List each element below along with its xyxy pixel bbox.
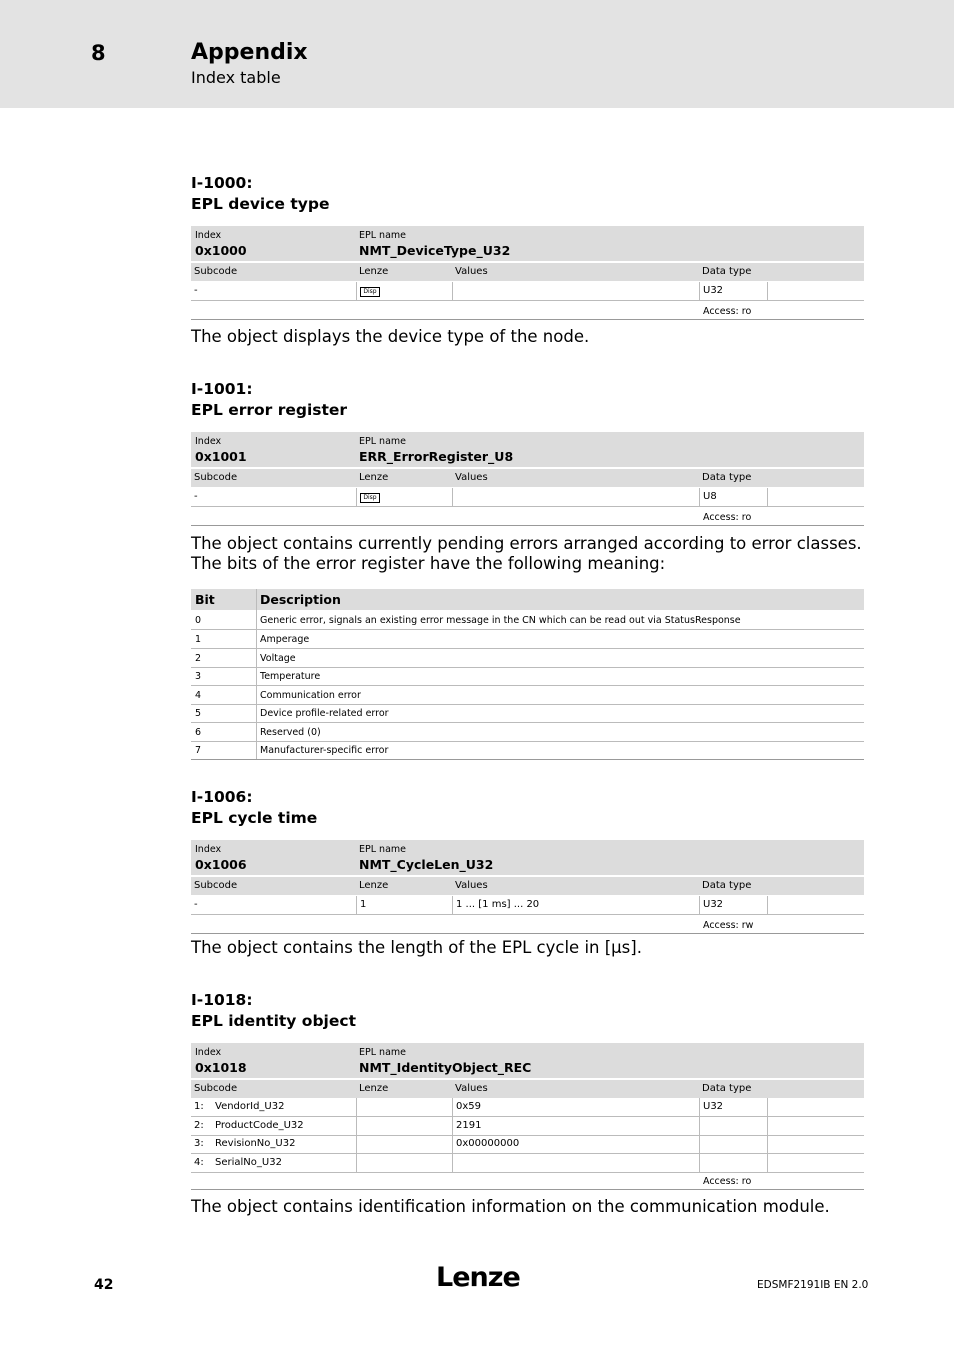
object-id: I-1001:: [191, 380, 253, 398]
description-cell: Manufacturer-specific error: [260, 745, 389, 756]
object-table-1000: [191, 226, 864, 321]
col-data-type: Data type: [702, 266, 752, 277]
object-table-1006: [191, 840, 864, 935]
chapter-header: [0, 0, 954, 108]
section-heading-1001: [191, 379, 347, 421]
epl-name-value: NMT_DeviceType_U32: [359, 243, 511, 258]
bit-cell: 1: [195, 634, 202, 645]
epl-name-label: EPL name: [359, 230, 406, 241]
object-name: EPL error register: [191, 401, 348, 419]
table-row: [191, 1117, 864, 1136]
index-value: 0x1001: [195, 449, 247, 464]
subcode-num: 1:: [194, 1101, 204, 1112]
subcode-cell: -: [194, 491, 198, 502]
object-id: I-1018:: [191, 991, 253, 1009]
data-type-cell: U8: [703, 491, 717, 502]
description-cell: Device profile-related error: [260, 708, 389, 719]
object-table-1001: [191, 432, 864, 527]
subcode-cell: -: [194, 285, 198, 296]
col-lenze: Lenze: [359, 1083, 389, 1094]
document-id: EDSMF2191IB EN 2.0: [757, 1279, 869, 1291]
table-row: [191, 488, 864, 507]
bit-table-header: [191, 589, 864, 610]
col-subcode: Subcode: [194, 1083, 238, 1094]
epl-name-label: EPL name: [359, 436, 406, 447]
table-row: [191, 282, 864, 301]
epl-name-value: NMT_IdentityObject_REC: [359, 1060, 532, 1075]
bit-cell: 6: [195, 727, 202, 738]
column-header-row: [191, 263, 864, 281]
section-heading-1000: [191, 173, 329, 215]
lenze-cell: 1: [360, 899, 367, 910]
table-row: [191, 649, 864, 668]
col-data-type: Data type: [702, 1083, 752, 1094]
data-type-cell: U32: [703, 899, 724, 910]
subcode-cell: SerialNo_U32: [215, 1157, 282, 1168]
index-row: [191, 226, 864, 261]
subcode-cell: ProductCode_U32: [215, 1120, 304, 1131]
chapter-number: 8: [91, 41, 106, 65]
data-type-cell: U32: [703, 285, 724, 296]
column-header-row: [191, 877, 864, 895]
table-row: [191, 1098, 864, 1117]
object-table-1018: [191, 1043, 864, 1191]
table-row: [191, 667, 864, 686]
col-values: Values: [455, 266, 488, 277]
col-lenze: Lenze: [359, 266, 389, 277]
table-row: [191, 741, 864, 760]
bit-cell: 5: [195, 708, 202, 719]
col-values: Values: [455, 1083, 488, 1094]
col-subcode: Subcode: [194, 880, 238, 891]
index-label: Index: [195, 1047, 222, 1058]
col-bit: Bit: [195, 592, 215, 607]
subcode-cell: VendorId_U32: [215, 1101, 285, 1112]
index-value: 0x1000: [195, 243, 247, 258]
object-name: EPL identity object: [191, 1012, 356, 1030]
values-cell: 0x00000000: [456, 1138, 520, 1149]
description-cell: Generic error, signals an existing error message in the CN which can be read out via StatusResponse: [260, 615, 741, 626]
col-data-type: Data type: [702, 880, 752, 891]
table-row: [191, 630, 864, 649]
table-row: [191, 723, 864, 742]
col-values: Values: [455, 472, 488, 483]
subcode-cell: -: [194, 899, 198, 910]
table-row: [191, 611, 864, 630]
epl-name-value: ERR_ErrorRegister_U8: [359, 449, 514, 464]
lenze-logo: Lenze: [436, 1262, 520, 1293]
table-row: [191, 896, 864, 915]
object-description: The object contains the length of the EPL cycle in [µs].: [191, 938, 642, 957]
description-cell: Communication error: [260, 690, 361, 701]
values-cell: 1 ... [1 ms] ... 20: [456, 899, 540, 910]
index-row: [191, 840, 864, 875]
display-only-icon: Disp: [360, 493, 380, 503]
page-number: 42: [94, 1277, 114, 1293]
display-only-icon: Disp: [360, 287, 380, 297]
data-type-cell: U32: [703, 1101, 724, 1112]
access-value: Access: ro: [703, 512, 752, 523]
table-row: [191, 704, 864, 723]
index-value: 0x1006: [195, 857, 247, 872]
index-label: Index: [195, 230, 222, 241]
table-row: [191, 1135, 864, 1154]
col-lenze: Lenze: [359, 880, 389, 891]
object-description: The object displays the device type of the node.: [191, 327, 590, 346]
index-label: Index: [195, 844, 222, 855]
bit-cell: 2: [195, 653, 202, 664]
access-row: [191, 1173, 864, 1190]
chapter-title: Appendix: [191, 40, 308, 65]
epl-name-label: EPL name: [359, 844, 406, 855]
epl-name-value: NMT_CycleLen_U32: [359, 857, 494, 872]
access-value: Access: ro: [703, 1176, 752, 1187]
bit-cell: 3: [195, 671, 202, 682]
epl-name-label: EPL name: [359, 1047, 406, 1058]
subcode-num: 2:: [194, 1120, 204, 1131]
index-value: 0x1018: [195, 1060, 247, 1075]
description-cell: Voltage: [260, 653, 296, 664]
table-row: [191, 1154, 864, 1173]
bit-cell: 0: [195, 615, 202, 626]
column-header-row: [191, 469, 864, 487]
col-description: Description: [260, 592, 341, 607]
access-value: Access: ro: [703, 306, 752, 317]
section-heading-1018: [191, 990, 356, 1032]
object-id: I-1000:: [191, 174, 253, 192]
object-name: EPL device type: [191, 195, 330, 213]
table-row: [191, 686, 864, 705]
index-row: [191, 1043, 864, 1078]
subcode-num: 3:: [194, 1138, 204, 1149]
access-row: [191, 303, 864, 320]
bit-cell: 4: [195, 690, 202, 701]
description-cell: Temperature: [260, 671, 321, 682]
subcode-cell: RevisionNo_U32: [215, 1138, 296, 1149]
access-value: Access: rw: [703, 920, 754, 931]
chapter-subtitle: Index table: [191, 68, 281, 87]
values-cell: 2191: [456, 1120, 482, 1131]
values-cell: 0x59: [456, 1101, 482, 1112]
index-row: [191, 432, 864, 467]
column-header-row: [191, 1080, 864, 1098]
bit-cell: 7: [195, 745, 202, 756]
object-description: The object contains currently pending errors arranged according to error classes. The bits of the error register have the following meaning:: [191, 534, 862, 573]
object-description: The object contains identification information on the communication module.: [191, 1197, 830, 1216]
section-heading-1006: [191, 787, 317, 829]
description-cell: Reserved (0): [260, 727, 321, 738]
description-cell: Amperage: [260, 634, 310, 645]
col-subcode: Subcode: [194, 266, 238, 277]
object-id: I-1006:: [191, 788, 253, 806]
index-label: Index: [195, 436, 222, 447]
object-name: EPL cycle time: [191, 809, 318, 827]
subcode-num: 4:: [194, 1157, 204, 1168]
column-divider: [256, 589, 257, 759]
access-row: [191, 509, 864, 526]
col-data-type: Data type: [702, 472, 752, 483]
col-lenze: Lenze: [359, 472, 389, 483]
col-values: Values: [455, 880, 488, 891]
col-subcode: Subcode: [194, 472, 238, 483]
access-row: [191, 917, 864, 934]
